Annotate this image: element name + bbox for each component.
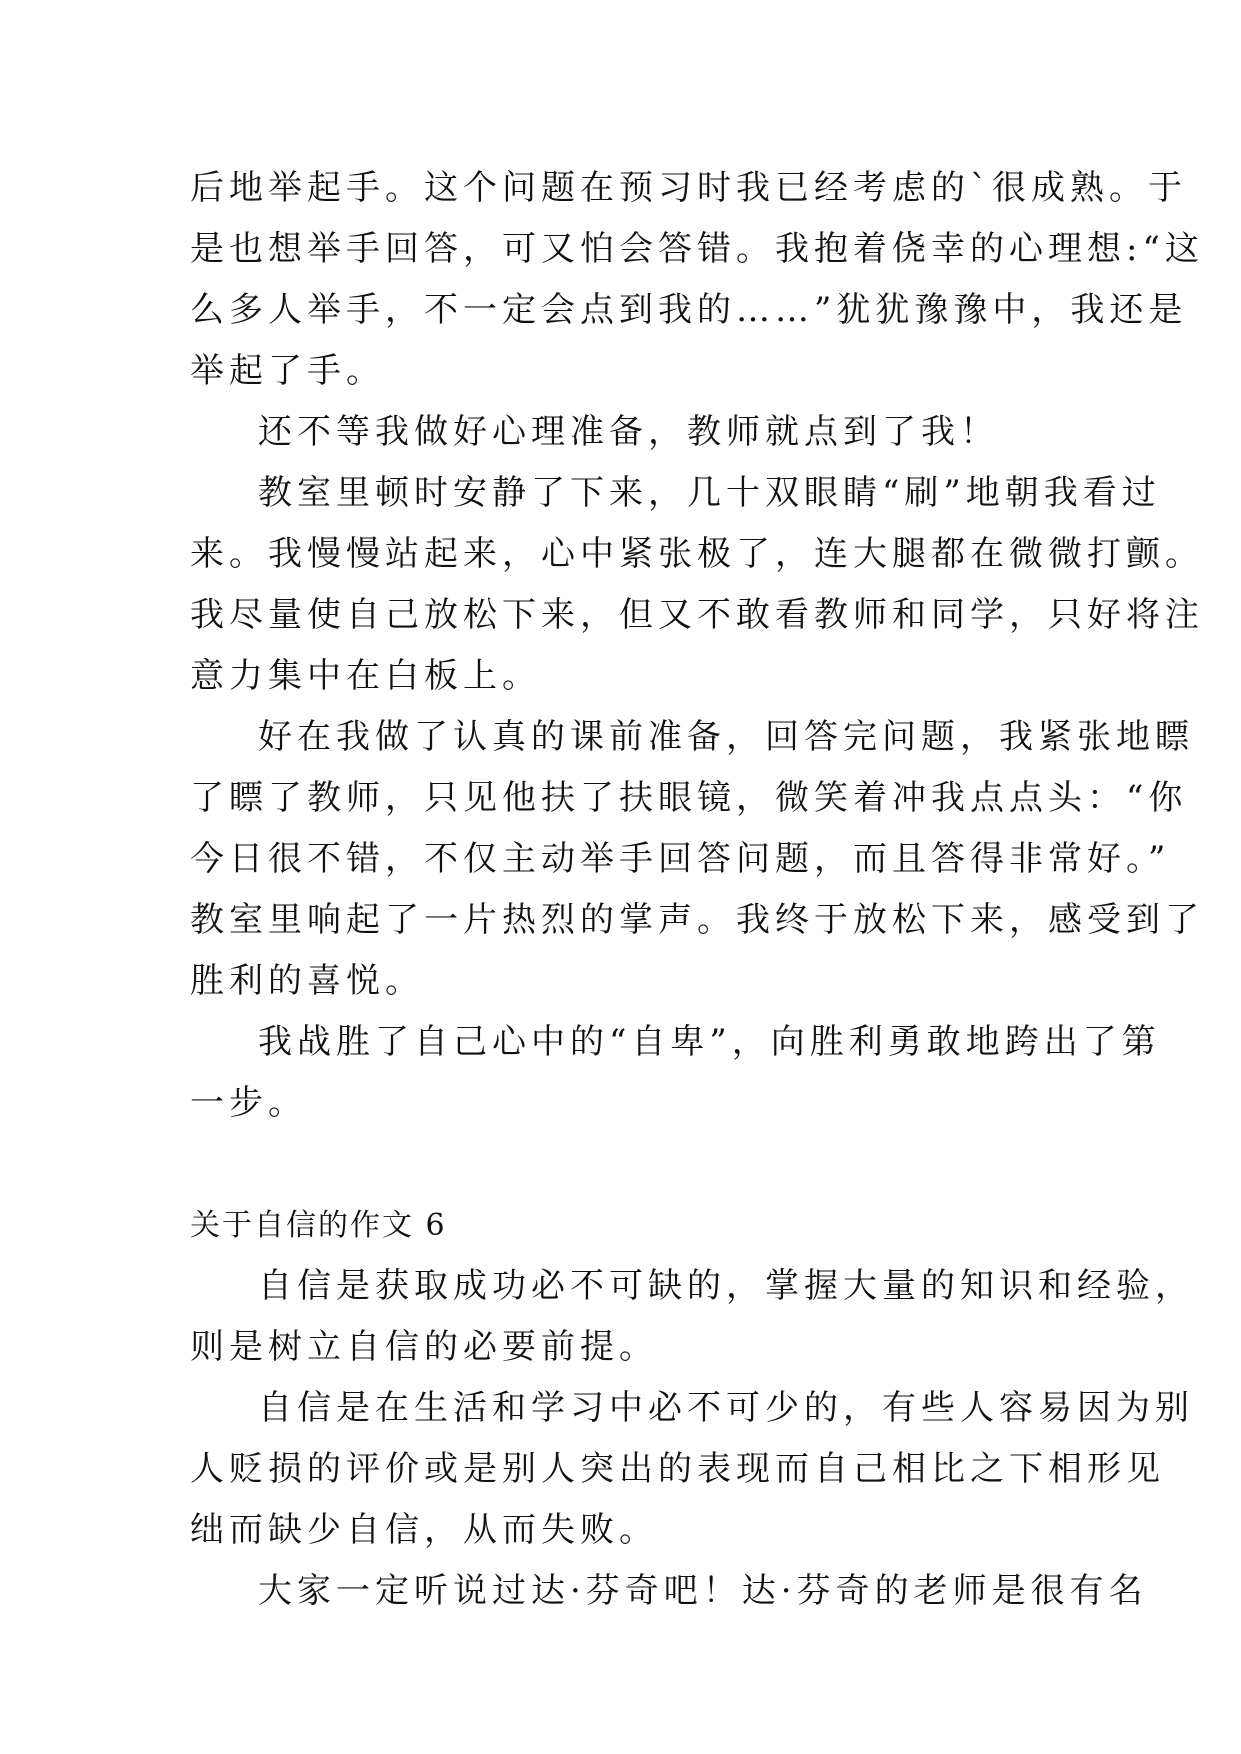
paragraph-line: 我尽量使自己放松下来，但又不敢看教师和同学，只好将注 bbox=[190, 595, 1204, 635]
paragraph-line: 一步。 bbox=[190, 1083, 307, 1123]
paragraph-line: 则是树立自信的必要前提。 bbox=[190, 1327, 658, 1367]
paragraph-line: 今日很不错，不仅主动举手回答问题，而且答得非常好。” bbox=[190, 839, 1171, 879]
paragraph-line: 教室里响起了一片热烈的掌声。我终于放松下来，感受到了 bbox=[190, 900, 1204, 940]
paragraph-line: 人贬损的评价或是别人突出的表现而自己相比之下相形见 bbox=[190, 1449, 1165, 1489]
paragraph-line: 还不等我做好心理准备，教师就点到了我！ bbox=[258, 412, 999, 452]
paragraph-line: 自信是获取成功必不可缺的，掌握大量的知识和经验， bbox=[258, 1266, 1194, 1306]
paragraph-line: 意力集中在白板上。 bbox=[190, 656, 541, 696]
paragraph-line: 我战胜了自己心中的“自卑”，向胜利勇敢地跨出了第 bbox=[258, 1022, 1161, 1062]
section-spacer bbox=[190, 1134, 1050, 1195]
paragraph-line: 来。我慢慢站起来，心中紧张极了，连大腿都在微微打颤。 bbox=[190, 534, 1204, 574]
paragraph-line: 自信是在生活和学习中必不可少的，有些人容易因为别 bbox=[258, 1388, 1194, 1428]
paragraph-line: 后地举起手。这个问题在预习时我已经考虑的`很成熟。于 bbox=[190, 168, 1187, 208]
paragraph-line: 胜利的喜悦。 bbox=[190, 961, 424, 1001]
paragraph-line: 了瞟了教师，只见他扶了扶眼镜，微笑着冲我点点头：“你 bbox=[190, 778, 1188, 818]
paragraph-line: 举起了手。 bbox=[190, 351, 385, 391]
paragraph-line: 大家一定听说过达·芬奇吧！达·芬奇的老师是很有名 bbox=[258, 1571, 1148, 1611]
paragraph-line: 么多人举手，不一定会点到我的……”犹犹豫豫中，我还是 bbox=[190, 290, 1188, 330]
section-heading: 关于自信的作文 6 bbox=[190, 1208, 447, 1243]
paragraph-line: 教室里顿时安静了下来，几十双眼睛“刷”地朝我看过 bbox=[258, 473, 1161, 513]
document-body bbox=[190, 158, 1204, 1622]
paragraph-line: 绌而缺少自信，从而失败。 bbox=[190, 1510, 658, 1550]
paragraph-line: 好在我做了认真的课前准备，回答完问题，我紧张地瞟 bbox=[258, 717, 1194, 757]
paragraph-line: 是也想举手回答，可又怕会答错。我抱着侥幸的心理想:“这 bbox=[190, 229, 1204, 269]
